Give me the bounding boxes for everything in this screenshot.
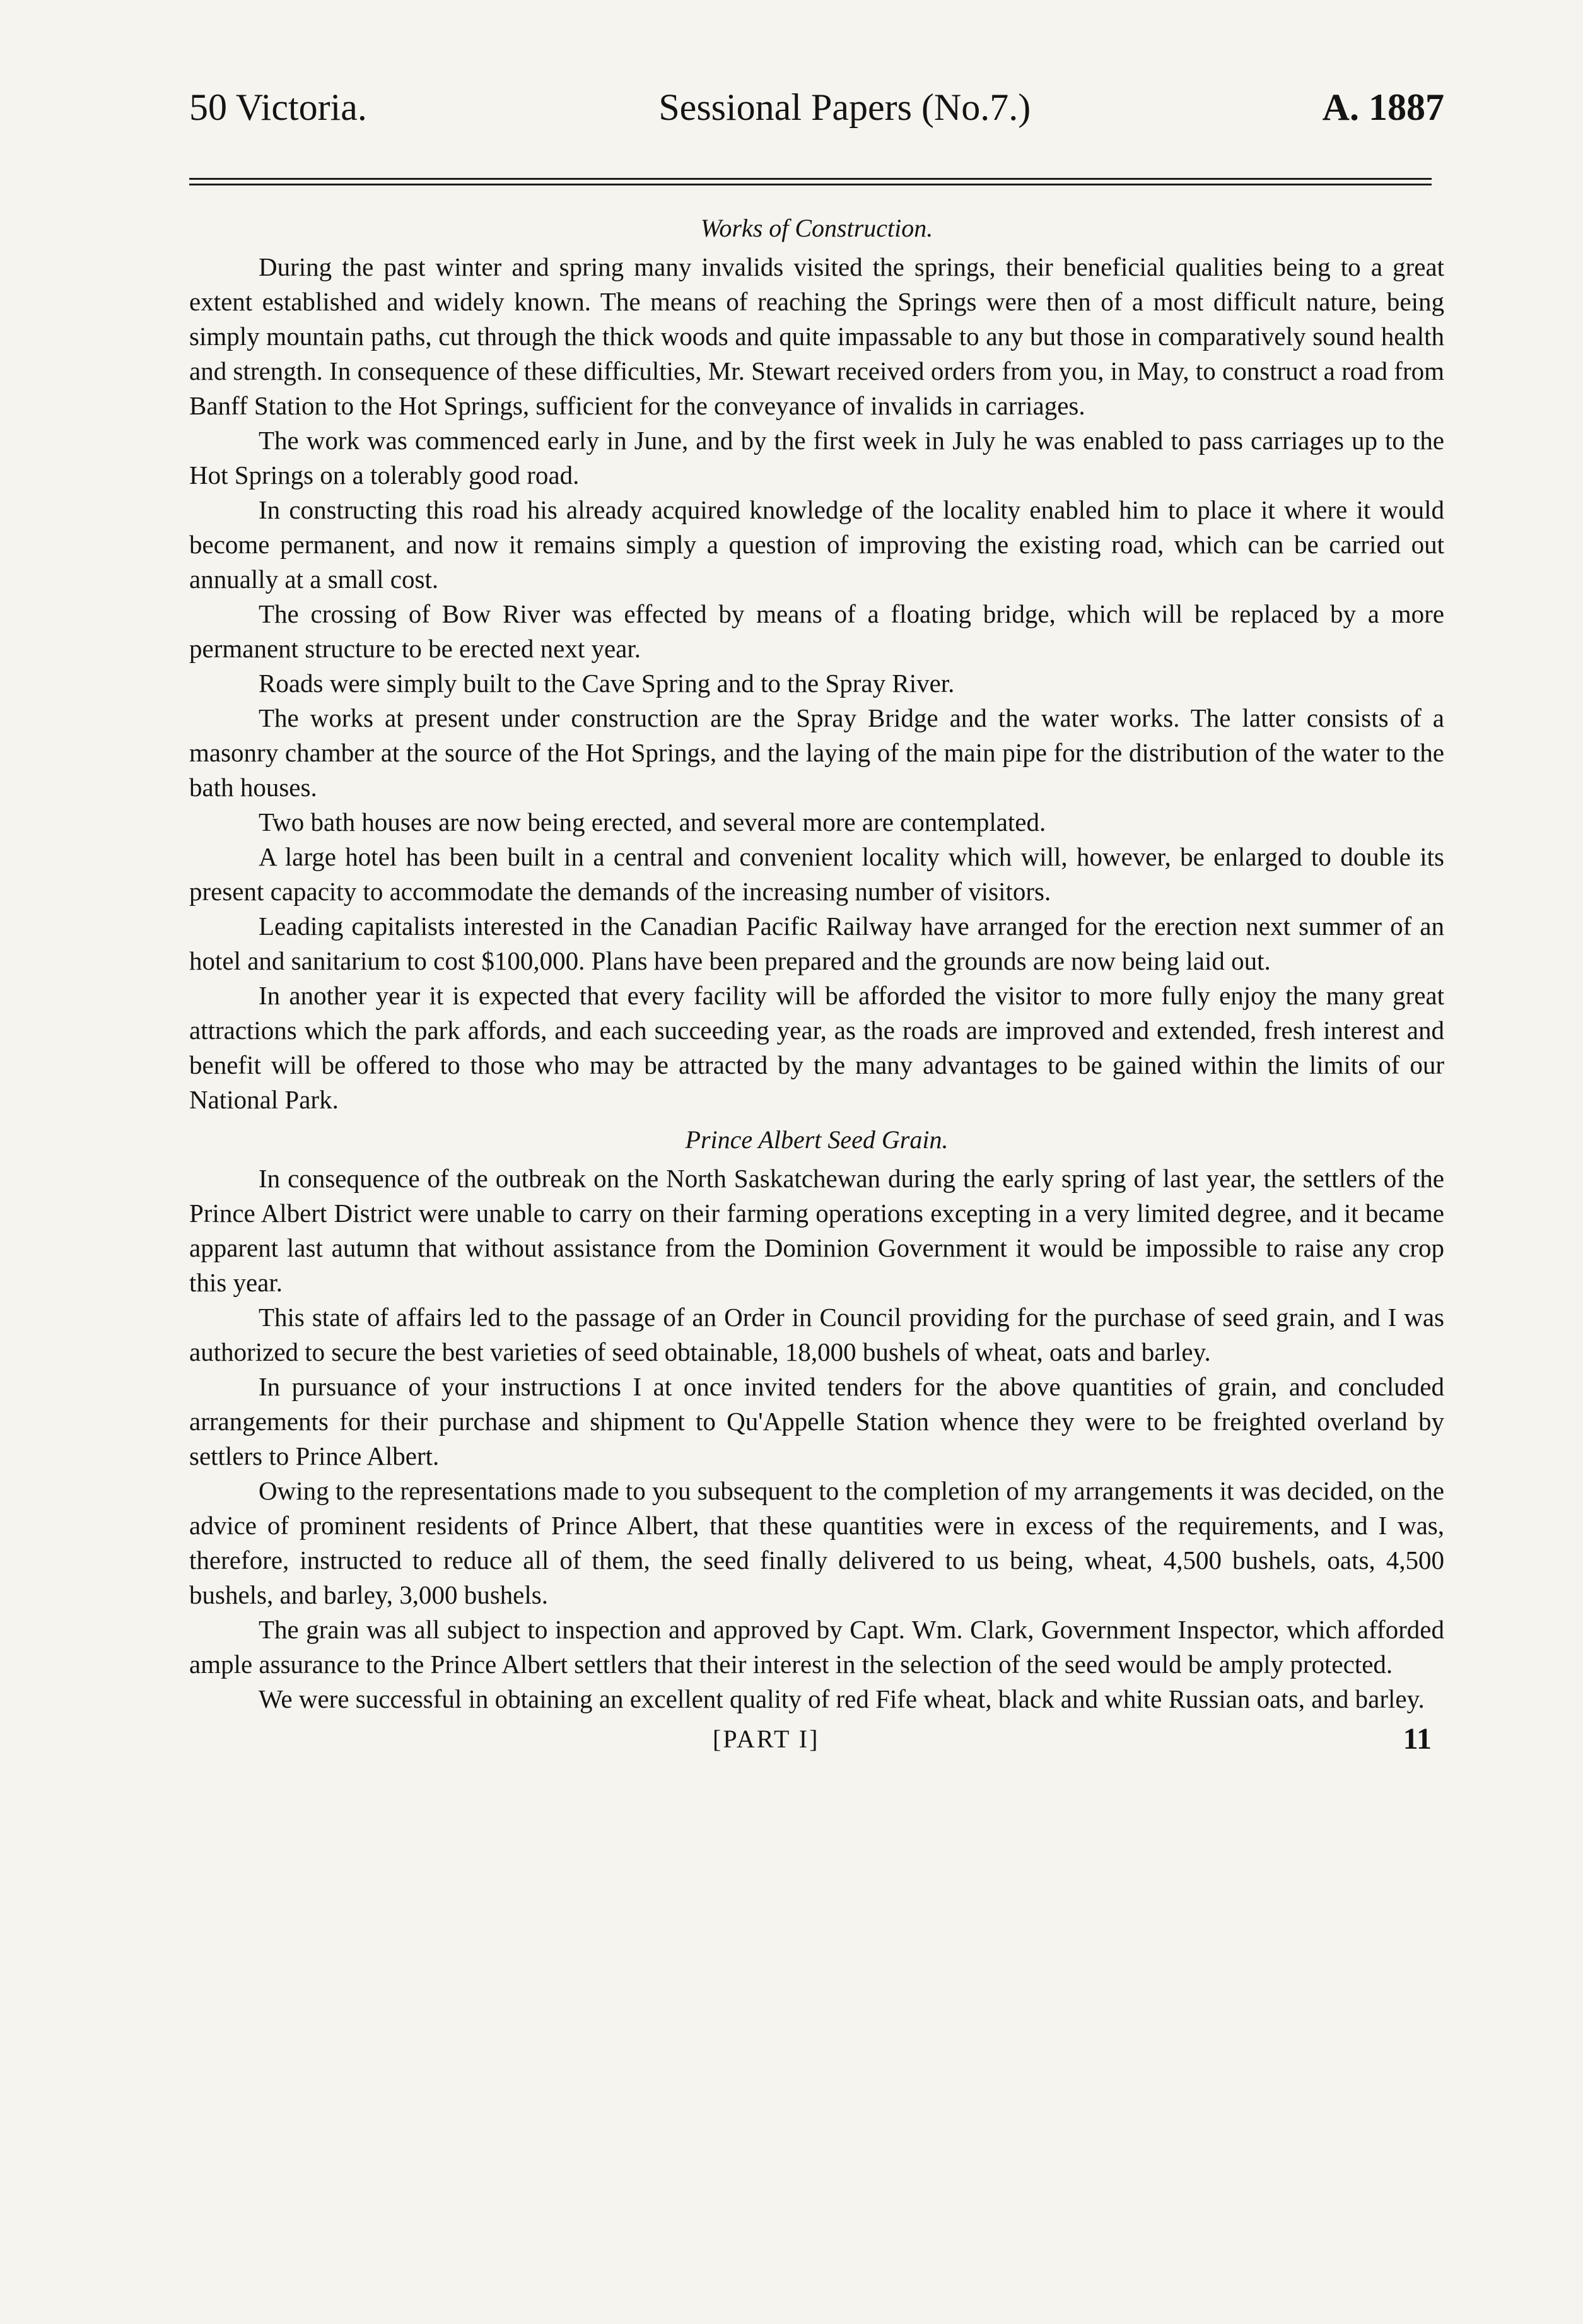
running-header [189, 82, 1444, 132]
paragraph: Two bath houses are now being erected, and several more are contemplated. [259, 807, 1046, 836]
paragraph: This state of affairs led to the passage of an Order in Council providing for the purchase of seed grain, and I was authorized to secure the best varieties of seed obtainable, 18,000 bushels of wheat, oats and barley. [189, 1303, 1444, 1366]
paragraph: We were successful in obtaining an excellent quality of red Fife wheat, black and white Russian oats, and barley. [259, 1684, 1425, 1713]
paragraph: Owing to the representations made to you subsequent to the completion of my arrangements it was decided, on the advice of prominent residents of Prince Albert, that these quantities were in excess of the requirements, and I was, therefore, instructed to reduce all of them, the seed finally delivered to us being, wheat, 4,500 bushels, oats, 4,500 bushels, and barley, 3,000 bushels. [189, 1476, 1444, 1609]
section-heading: Works of Construction. [700, 214, 933, 242]
page-number: 11 [1403, 1722, 1432, 1756]
section-prince-albert-seed-grain [189, 1122, 1444, 1717]
paragraph: In pursuance of your instructions I at once invited tenders for the above quantities of grain, and concluded arrangements for their purchase and shipment to Qu'Appelle Station whence they were to be freighted overland by settlers to Prince Albert. [189, 1372, 1444, 1470]
paragraph: The works at present under construction are the Spray Bridge and the water works. The latter consists of a masonry chamber at the source of the Hot Springs, and the laying of the main pipe for the distribution of the water to the bath houses. [189, 703, 1444, 802]
paragraph: A large hotel has been built in a central and convenient locality which will, however, be enlarged to double its present capacity to accommodate the demands of the increasing number of visitors. [189, 842, 1444, 906]
header-rule [189, 178, 1432, 185]
document-page [189, 82, 1444, 1758]
paragraph: In another year it is expected that every facility will be afforded the visitor to more fully enjoy the many great attractions which the park affords, and each succeeding year, as the roads are improved and extended, fresh interest and benefit will be offered to those who may be attracted by the many advantages to be gained within the limits of our National Park. [189, 981, 1444, 1114]
paragraph: Leading capitalists interested in the Canadian Pacific Railway have arranged for the erection next summer of an hotel and sanitarium to cost $100,000. Plans have been prepared and the grounds are now being laid out. [189, 912, 1444, 975]
signature-mark: [PART I] [713, 1725, 820, 1753]
paragraph: The crossing of Bow River was effected by means of a floating bridge, which will be replaced by a more permanent structure to be erected next year. [189, 599, 1444, 663]
paragraph: Roads were simply built to the Cave Spring and to the Spray River. [259, 669, 955, 698]
paragraph: During the past winter and spring many invalids visited the springs, their beneficial qualities being to a great extent established and widely known. The means of reaching the Springs were then of a most difficult nature, being simply mountain paths, cut through the thick woods and quite impassable to any but those in comparatively sound health and strength. In consequence of these difficulties, Mr. Stewart received orders from you, in May, to construct a road from Banff Station to the Hot Springs, sufficient for the conveyance of invalids in carriages. [189, 252, 1444, 420]
page-footer [189, 1720, 1444, 1758]
header-session: 50 Victoria. [189, 86, 367, 128]
paragraph: The grain was all subject to inspection and approved by Capt. Wm. Clark, Government Inspector, which afforded ample assurance to the Prince Albert settlers that their interest in the selection of the seed would be amply protected. [189, 1615, 1444, 1679]
header-title: Sessional Papers (No.7.) [658, 86, 1031, 128]
header-year: A. 1887 [1322, 86, 1444, 128]
section-heading: Prince Albert Seed Grain. [685, 1125, 949, 1154]
paragraph: The work was commenced early in June, and by the first week in July he was enabled to pass carriages up to the Hot Springs on a tolerably good road. [189, 426, 1444, 490]
section-works-of-construction [189, 211, 1444, 1117]
paragraph: In consequence of the outbreak on the North Saskatchewan during the early spring of last year, the settlers of the Prince Albert District were unable to carry on their farming operations excepting in a very limited degree, and it became apparent last autumn that without assistance from the Dominion Government it would be impossible to raise any crop this year. [189, 1164, 1444, 1297]
paragraph: In constructing this road his already acquired knowledge of the locality enabled him to place it where it would become permanent, and now it remains simply a question of improving the existing road, which can be carried out annually at a small cost. [189, 495, 1444, 594]
